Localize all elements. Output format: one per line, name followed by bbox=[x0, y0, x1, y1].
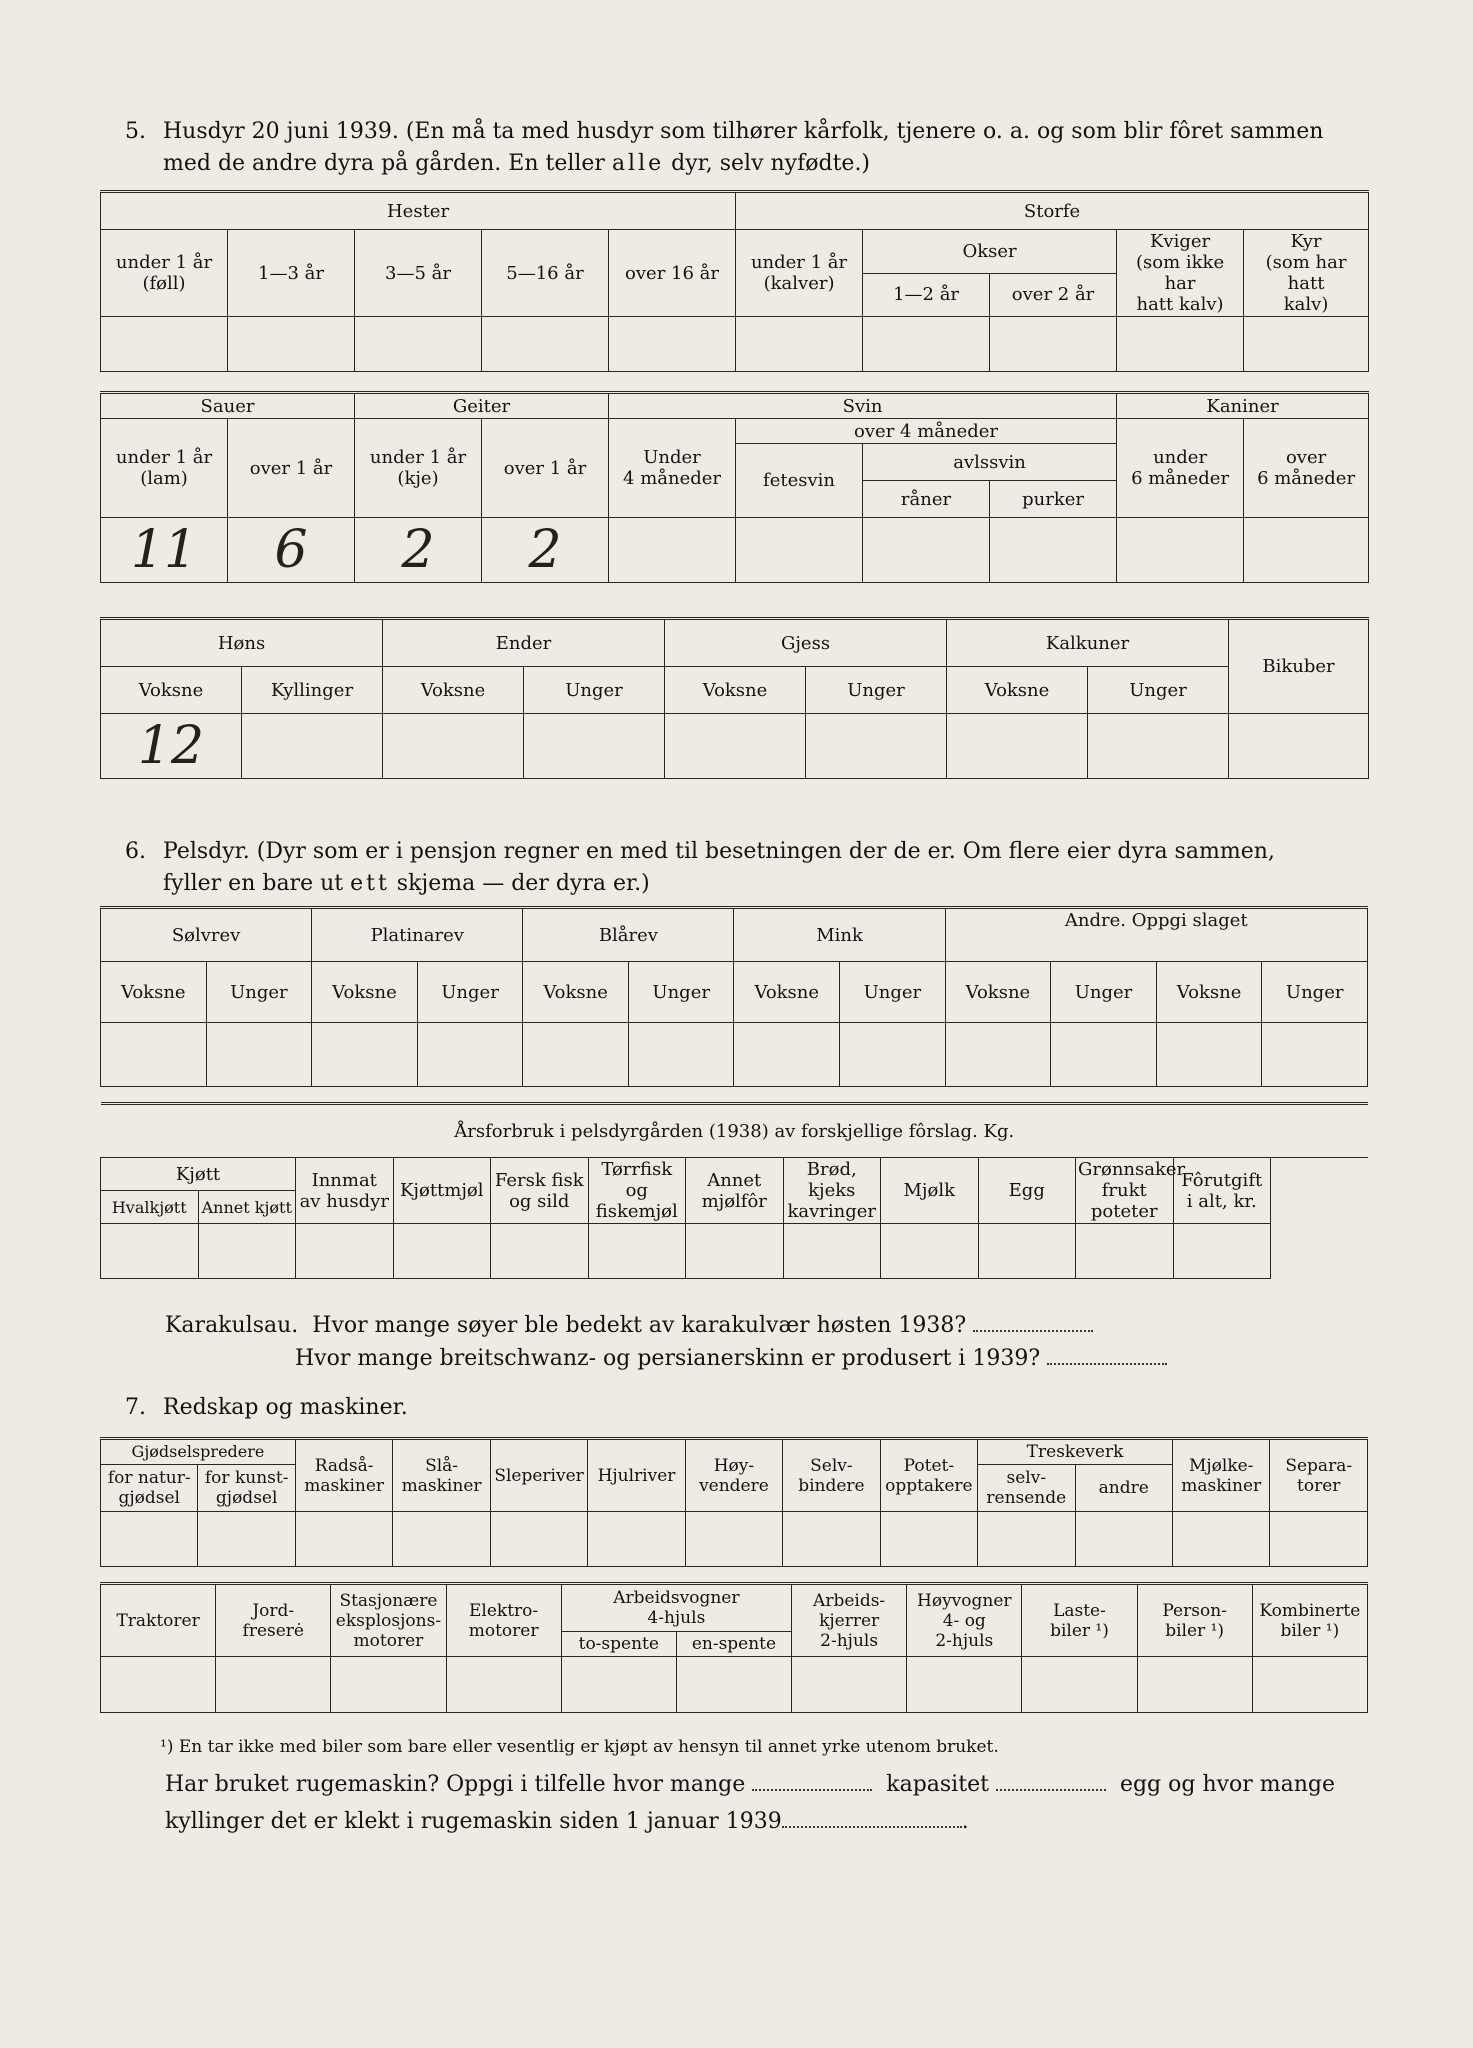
cell-pelsdyr[interactable] bbox=[840, 1023, 946, 1087]
col-treskeverk: Treskeverk bbox=[978, 1439, 1173, 1465]
col-hester-3-5: 3—5 år bbox=[355, 230, 482, 317]
cell-hester-under1[interactable] bbox=[101, 317, 228, 372]
cell-hester-5-16[interactable] bbox=[482, 317, 609, 372]
cell-vehicle[interactable] bbox=[907, 1657, 1022, 1713]
col-lastebiler: Laste- biler ¹) bbox=[1022, 1584, 1137, 1657]
cell-vehicle[interactable] bbox=[561, 1657, 676, 1713]
cell-purker[interactable] bbox=[990, 518, 1117, 583]
col-andre1-voksne: Voksne bbox=[945, 962, 1051, 1023]
cell-mjolk[interactable] bbox=[881, 1224, 979, 1279]
header-hons: Høns bbox=[101, 619, 383, 667]
cell-fetesvin[interactable] bbox=[736, 518, 863, 583]
cell-okser-1-2[interactable] bbox=[863, 317, 990, 372]
col-storfe-under1: under 1 år (kalver) bbox=[736, 230, 863, 317]
cell-ender-unger[interactable] bbox=[524, 714, 665, 779]
cell-vehicle[interactable] bbox=[1137, 1657, 1252, 1713]
karakul-answer-1[interactable] bbox=[973, 1310, 1093, 1332]
cell-equipment[interactable] bbox=[783, 1512, 880, 1567]
cell-vehicle[interactable] bbox=[676, 1657, 791, 1713]
cell-okser-over2[interactable] bbox=[990, 317, 1117, 372]
col-jordfresere: Jord- freserė bbox=[216, 1584, 331, 1657]
header-platinarev: Platinarev bbox=[312, 908, 523, 962]
header-mink: Mink bbox=[734, 908, 945, 962]
footnote: ¹) En tar ikke med biler som bare eller vesentlig er kjøpt av hensyn til annet yrke utenom bruket. bbox=[160, 1737, 999, 1757]
col-kalkuner-voksne: Voksne bbox=[947, 667, 1088, 714]
cell-kyr[interactable] bbox=[1244, 317, 1369, 372]
cell-ender-voksne[interactable] bbox=[383, 714, 524, 779]
col-blarev-voksne: Voksne bbox=[523, 962, 629, 1023]
col-okser-1-2: 1—2 år bbox=[863, 273, 990, 317]
cell-storfe-under1[interactable] bbox=[736, 317, 863, 372]
col-egg: Egg bbox=[978, 1158, 1076, 1224]
cell-brod[interactable] bbox=[783, 1224, 881, 1279]
cell-equipment[interactable] bbox=[198, 1512, 295, 1567]
col-hons-voksne: Voksne bbox=[101, 667, 242, 714]
header-sauer: Sauer bbox=[101, 393, 355, 419]
col-blarev-unger: Unger bbox=[628, 962, 734, 1023]
cell-pelsdyr[interactable] bbox=[945, 1023, 1051, 1087]
col-purker: purker bbox=[990, 481, 1117, 518]
col-kalkuner-unger: Unger bbox=[1088, 667, 1229, 714]
cell-equipment[interactable] bbox=[490, 1512, 587, 1567]
fur-animals-table bbox=[100, 906, 1368, 1087]
cell-raner[interactable] bbox=[863, 518, 990, 583]
col-geiter-over1: over 1 år bbox=[482, 419, 609, 518]
cell-kaniner-over6[interactable] bbox=[1244, 518, 1369, 583]
karakul-question-1: Karakulsau. Hvor mange søyer ble bedekt av karakulvær høsten 1938? bbox=[165, 1309, 1375, 1343]
col-gjess-unger: Unger bbox=[806, 667, 947, 714]
col-selvrensende: selv- rensende bbox=[978, 1465, 1075, 1512]
col-hvalkjott: Hvalkjøtt bbox=[101, 1191, 199, 1224]
col-ender-voksne: Voksne bbox=[383, 667, 524, 714]
cell-geiter-over1[interactable]: 2 bbox=[482, 518, 609, 583]
feed-table-title: Årsforbruk i pelsdyrgården (1938) av forskjellige fôrslag. Kg. bbox=[101, 1104, 1369, 1158]
col-gronnsaker: Grønnsaker frukt poteter bbox=[1076, 1158, 1174, 1224]
header-kaniner: Kaniner bbox=[1117, 393, 1369, 419]
col-kjottmjol: Kjøttmjøl bbox=[393, 1158, 491, 1224]
cell-vehicle[interactable] bbox=[1252, 1657, 1367, 1713]
cell-sauer-under1[interactable]: 11 bbox=[101, 518, 228, 583]
col-solvrev-voksne: Voksne bbox=[101, 962, 207, 1023]
col-gjess-voksne: Voksne bbox=[665, 667, 806, 714]
cell-torrfisk[interactable] bbox=[588, 1224, 686, 1279]
cell-annet-kjott[interactable] bbox=[198, 1224, 296, 1279]
col-hoyvogner: Høyvogner 4- og 2-hjuls bbox=[907, 1584, 1022, 1657]
col-sauer-over1: over 1 år bbox=[228, 419, 355, 518]
col-brod: Brød, kjeks kavringer bbox=[783, 1158, 881, 1224]
rugemaskin-capacity-field[interactable] bbox=[996, 1769, 1106, 1791]
header-geiter: Geiter bbox=[355, 393, 609, 419]
col-andre2-voksne: Voksne bbox=[1156, 962, 1262, 1023]
cell-kalkuner-unger[interactable] bbox=[1088, 714, 1229, 779]
col-mink-voksne: Voksne bbox=[734, 962, 840, 1023]
col-solvrev-unger: Unger bbox=[206, 962, 312, 1023]
cell-pelsdyr[interactable] bbox=[1156, 1023, 1262, 1087]
cell-hons-kyllinger[interactable] bbox=[242, 714, 383, 779]
col-hester-1-3: 1—3 år bbox=[228, 230, 355, 317]
header-gjess: Gjess bbox=[665, 619, 947, 667]
cell-equipment[interactable] bbox=[1172, 1512, 1269, 1567]
col-mink-unger: Unger bbox=[840, 962, 946, 1023]
cell-sauer-over1[interactable]: 6 bbox=[228, 518, 355, 583]
cell-kviger[interactable] bbox=[1117, 317, 1244, 372]
col-selvbindere: Selv- bindere bbox=[783, 1439, 880, 1512]
cell-hons-voksne[interactable]: 12 bbox=[101, 714, 242, 779]
col-svin-under4: Under 4 måneder bbox=[609, 419, 736, 518]
col-kaniner-under6: under 6 måneder bbox=[1117, 419, 1244, 518]
cell-equipment[interactable] bbox=[880, 1512, 977, 1567]
col-andre1-unger: Unger bbox=[1051, 962, 1157, 1023]
cell-hvalkjott[interactable] bbox=[101, 1224, 199, 1279]
col-innmat: Innmat av husdyr bbox=[296, 1158, 394, 1224]
col-hjulriver: Hjulriver bbox=[588, 1439, 685, 1512]
col-potetopptakere: Potet- opptakere bbox=[880, 1439, 977, 1512]
vehicles-table bbox=[100, 1582, 1368, 1713]
cell-bikuber[interactable] bbox=[1229, 714, 1369, 779]
col-separatorer: Separa- torer bbox=[1270, 1439, 1368, 1512]
rugemaskin-question: Har bruket rugemaskin? Oppgi i tilfelle hvor mange kapasitet egg og hvor mange bbox=[165, 1768, 1375, 1802]
col-okser-over2: over 2 år bbox=[990, 273, 1117, 317]
header-bikuber: Bikuber bbox=[1229, 619, 1369, 714]
cell-fersk-fisk[interactable] bbox=[491, 1224, 589, 1279]
sheep-goats-pigs-rabbits-table bbox=[100, 391, 1369, 583]
rugemaskin-question-2: kyllinger det er klekt i rugemaskin siden 1 januar 1939 . bbox=[165, 1805, 1375, 1839]
header-storfe: Storfe bbox=[736, 192, 1369, 230]
cell-pelsdyr[interactable] bbox=[312, 1023, 418, 1087]
col-hons-kyllinger: Kyllinger bbox=[242, 667, 383, 714]
col-platinarev-unger: Unger bbox=[417, 962, 523, 1023]
cell-equipment[interactable] bbox=[101, 1512, 198, 1567]
cell-forutgift[interactable] bbox=[1173, 1224, 1271, 1279]
col-hester-5-16: 5—16 år bbox=[482, 230, 609, 317]
karakul-answer-2[interactable] bbox=[1047, 1343, 1167, 1365]
section-6-heading: 6. Pelsdyr. (Dyr som er i pensjon regner en med til besetningen der de er. Om flere eier dyra sammen, fyller en bare ut ett skjema — der dyra er.) bbox=[125, 839, 1275, 896]
cell-annet-mjolfor[interactable] bbox=[686, 1224, 784, 1279]
cell-vehicle[interactable] bbox=[1022, 1657, 1137, 1713]
col-natur-gjodsel: for natur- gjødsel bbox=[101, 1465, 198, 1512]
cell-kalkuner-voksne[interactable] bbox=[947, 714, 1088, 779]
horses-cattle-table bbox=[100, 190, 1369, 372]
col-stasjonaere-motorer: Stasjonære eksplosjons- motorer bbox=[331, 1584, 446, 1657]
cell-pelsdyr[interactable] bbox=[628, 1023, 734, 1087]
cell-vehicle[interactable] bbox=[792, 1657, 907, 1713]
header-hester: Hester bbox=[101, 192, 736, 230]
col-sleperiver: Sleperiver bbox=[490, 1439, 587, 1512]
cell-hester-1-3[interactable] bbox=[228, 317, 355, 372]
col-radsamaskiner: Radså- maskiner bbox=[295, 1439, 392, 1512]
col-to-spente: to-spente bbox=[561, 1632, 676, 1657]
cell-pelsdyr[interactable] bbox=[734, 1023, 840, 1087]
cell-equipment[interactable] bbox=[393, 1512, 490, 1567]
col-fetesvin: fetesvin bbox=[736, 444, 863, 518]
col-traktorer: Traktorer bbox=[101, 1584, 216, 1657]
col-platinarev-voksne: Voksne bbox=[312, 962, 418, 1023]
col-kaniner-over6: over 6 måneder bbox=[1244, 419, 1369, 518]
cell-vehicle[interactable] bbox=[331, 1657, 446, 1713]
col-torrfisk: Tørrfisk og fiskemjøl bbox=[588, 1158, 686, 1224]
col-fersk-fisk: Fersk fisk og sild bbox=[491, 1158, 589, 1224]
cell-gronnsaker[interactable] bbox=[1076, 1224, 1174, 1279]
cell-pelsdyr[interactable] bbox=[417, 1023, 523, 1087]
col-treske-andre: andre bbox=[1075, 1465, 1172, 1512]
cell-pelsdyr[interactable] bbox=[1262, 1023, 1368, 1087]
cell-equipment[interactable] bbox=[295, 1512, 392, 1567]
section-5-heading: 5. Husdyr 20 juni 1939. (En må ta med husdyr som tilhører kårfolk, tjenere o. a. og som blir fôret sammen med de andre dyra på gården. En teller alle dyr, selv nyfødte.) bbox=[125, 119, 1324, 176]
cell-pelsdyr[interactable] bbox=[523, 1023, 629, 1087]
col-ender-unger: Unger bbox=[524, 667, 665, 714]
header-svin: Svin bbox=[609, 393, 1117, 419]
cell-equipment[interactable] bbox=[1075, 1512, 1172, 1567]
cell-gjess-unger[interactable] bbox=[806, 714, 947, 779]
col-mjolk: Mjølk bbox=[881, 1158, 979, 1224]
col-okser: Okser bbox=[863, 230, 1117, 274]
header-blarev: Blårev bbox=[523, 908, 734, 962]
header-andre: Andre. Oppgi slaget bbox=[945, 908, 1367, 962]
section-7-heading: 7. Redskap og maskiner. bbox=[125, 1395, 408, 1420]
cell-equipment[interactable] bbox=[1270, 1512, 1368, 1567]
col-hester-under1: under 1 år (føll) bbox=[101, 230, 228, 317]
cell-hester-over16[interactable] bbox=[609, 317, 736, 372]
col-slamaskiner: Slå- maskiner bbox=[393, 1439, 490, 1512]
header-kalkuner: Kalkuner bbox=[947, 619, 1229, 667]
col-mjolkemaskiner: Mjølke- maskiner bbox=[1172, 1439, 1269, 1512]
cell-equipment[interactable] bbox=[588, 1512, 685, 1567]
col-svin-over4: over 4 måneder bbox=[736, 419, 1117, 444]
equipment-table bbox=[100, 1437, 1368, 1567]
col-kjott: Kjøtt bbox=[101, 1158, 296, 1191]
col-personbiler: Person- biler ¹) bbox=[1137, 1584, 1252, 1657]
karakul-question-2: Hvor mange breitschwanz- og persianerskinn er produsert i 1939? bbox=[295, 1342, 1365, 1376]
cell-hester-3-5[interactable] bbox=[355, 317, 482, 372]
col-en-spente: en-spente bbox=[676, 1632, 791, 1657]
cell-vehicle[interactable] bbox=[101, 1657, 216, 1713]
cell-equipment[interactable] bbox=[978, 1512, 1075, 1567]
cell-kjottmjol[interactable] bbox=[393, 1224, 491, 1279]
col-sauer-under1: under 1 år (lam) bbox=[101, 419, 228, 518]
col-kviger: Kviger (som ikke har hatt kalv) bbox=[1117, 230, 1244, 317]
cell-svin-under4[interactable] bbox=[609, 518, 736, 583]
cell-vehicle[interactable] bbox=[216, 1657, 331, 1713]
col-kombinerte-biler: Kombinerte biler ¹) bbox=[1252, 1584, 1367, 1657]
cell-innmat[interactable] bbox=[296, 1224, 394, 1279]
col-kyr: Kyr (som har hatt kalv) bbox=[1244, 230, 1369, 317]
col-arbeidskjerrer: Arbeids- kjerrer 2-hjuls bbox=[792, 1584, 907, 1657]
rugemaskin-kyllinger-field[interactable] bbox=[782, 1806, 962, 1828]
cell-pelsdyr[interactable] bbox=[206, 1023, 312, 1087]
poultry-beehives-table bbox=[100, 617, 1369, 779]
col-geiter-under1: under 1 år (kje) bbox=[355, 419, 482, 518]
col-kunst-gjodsel: for kunst- gjødsel bbox=[198, 1465, 295, 1512]
col-avlssvin: avlssvin bbox=[863, 444, 1117, 481]
col-forutgift: Fôrutgift i alt, kr. bbox=[1173, 1158, 1271, 1224]
col-hoyvendere: Høy- vendere bbox=[685, 1439, 782, 1512]
col-gjodselspredere: Gjødselspredere bbox=[101, 1439, 296, 1465]
cell-vehicle[interactable] bbox=[446, 1657, 561, 1713]
col-raner: råner bbox=[863, 481, 990, 518]
header-ender: Ender bbox=[383, 619, 665, 667]
col-hester-over16: over 16 år bbox=[609, 230, 736, 317]
col-elektromotorer: Elektro- motorer bbox=[446, 1584, 561, 1657]
cell-pelsdyr[interactable] bbox=[1051, 1023, 1157, 1087]
header-solvrev: Sølvrev bbox=[101, 908, 312, 962]
feed-consumption-table bbox=[100, 1102, 1368, 1279]
cell-pelsdyr[interactable] bbox=[101, 1023, 207, 1087]
col-annet-kjott: Annet kjøtt bbox=[198, 1191, 296, 1224]
col-annet-mjolfor: Annet mjølfôr bbox=[686, 1158, 784, 1224]
cell-gjess-voksne[interactable] bbox=[665, 714, 806, 779]
cell-geiter-under1[interactable]: 2 bbox=[355, 518, 482, 583]
col-arbeidsvogner: Arbeidsvogner 4-hjuls bbox=[561, 1584, 791, 1632]
rugemaskin-count-field[interactable] bbox=[752, 1769, 872, 1791]
cell-kaniner-under6[interactable] bbox=[1117, 518, 1244, 583]
cell-egg[interactable] bbox=[978, 1224, 1076, 1279]
cell-equipment[interactable] bbox=[685, 1512, 782, 1567]
col-andre2-unger: Unger bbox=[1262, 962, 1368, 1023]
